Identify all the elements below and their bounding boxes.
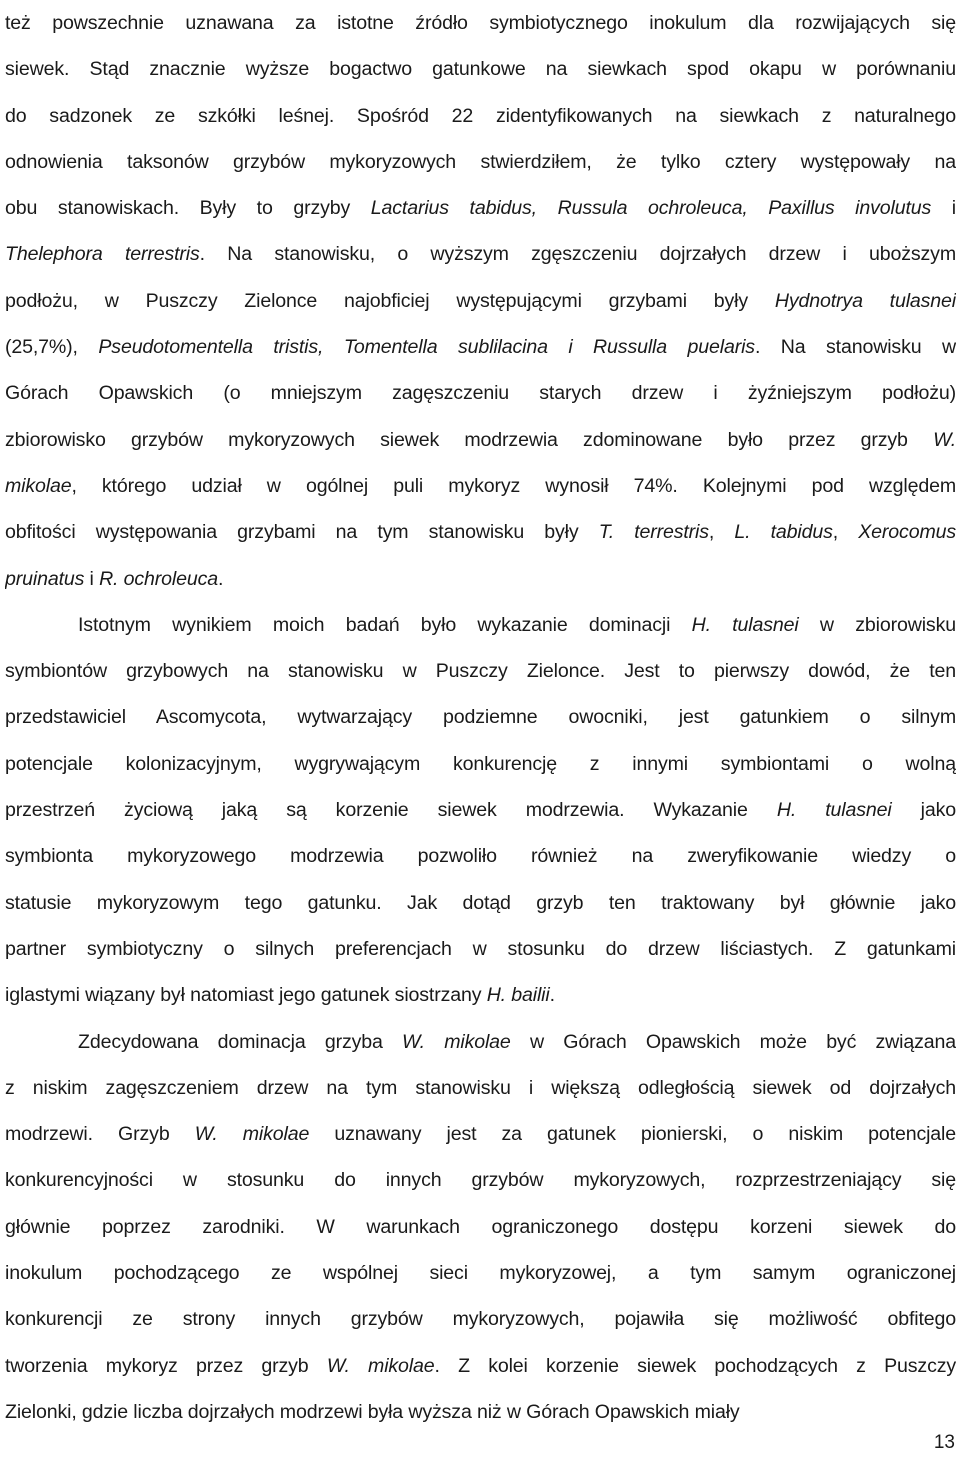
- italic-text: Lactarius tabidus, Russula ochroleuca, Paxillus involutus: [370, 197, 932, 220]
- text-line: [5, 1389, 956, 1435]
- text-line: [5, 1019, 956, 1065]
- text-line: [5, 417, 956, 463]
- text-run: . Na stanowisku, o wyższym zgęszczeniu dojrzałych drzew i uboższym: [199, 243, 956, 266]
- text-run: zbiorowisko grzybów mykoryzowych siewek modrzewia zdominowane było przez grzyb: [5, 428, 934, 451]
- text-run: Zdecydowana dominacja grzyba: [78, 1030, 403, 1053]
- text-run: symbiontów grzybowych na stanowisku w Puszczy Zielonce. Jest to pierwszy dowód, że ten: [5, 660, 956, 683]
- text-line: [5, 93, 956, 139]
- text-line: [5, 1157, 956, 1203]
- text-run: , którego udział w ogólnej puli mykoryz wynosił 74%. Kolejnymi pod względem: [71, 474, 956, 497]
- text-run: konkurencyjności w stosunku do innych grzybów mykoryzowych, rozprzestrzeniający się: [5, 1169, 956, 1192]
- text-run: do sadzonek ze szkółki leśnej. Spośród 22 zidentyfikowanych na siewkach z naturalnego: [5, 104, 956, 127]
- text-run: z niskim zagęszczeniem drzew na tym stanowisku i większą odległością siewek od dojrzałych: [5, 1076, 956, 1099]
- text-line: [5, 324, 956, 370]
- text-line: [5, 1204, 956, 1250]
- paragraph: [5, 1019, 956, 1436]
- text-run: symbionta mykoryzowego modrzewia pozwoliło również na zweryfikowanie wiedzy o: [5, 845, 956, 868]
- text-run: odnowienia taksonów grzybów mykoryzowych stwierdziłem, że tylko cztery występowały na: [5, 150, 956, 173]
- text-line: [5, 463, 956, 509]
- text-line: [5, 880, 956, 926]
- italic-text: R. ochroleuca: [99, 567, 219, 590]
- text-run: Górach Opawskich (o mniejszym zagęszczeniu starych drzew i żyźniejszym podłożu): [5, 382, 956, 405]
- text-line: [5, 694, 956, 740]
- text-run: obfitości występowania grzybami na tym stanowisku były: [5, 521, 599, 544]
- italic-text: pruinatus: [5, 567, 85, 590]
- text-run: Zielonki, gdzie liczba dojrzałych modrzewi była wyższa niż w Górach Opawskich miały: [5, 1400, 740, 1423]
- text-line: [5, 926, 956, 972]
- text-run: .: [549, 984, 555, 1007]
- text-line: [5, 370, 956, 416]
- text-run: inokulum pochodzącego ze wspólnej sieci mykoryzowej, a tym samym ograniczonej: [5, 1262, 956, 1285]
- text-run: . Na stanowisku w: [754, 336, 956, 359]
- text-line: [5, 278, 956, 324]
- italic-text: W.: [933, 428, 956, 451]
- text-line: [5, 0, 956, 46]
- text-line: [5, 602, 956, 648]
- text-run: tworzenia mykoryz przez grzyb: [5, 1354, 327, 1377]
- text-line: [5, 46, 956, 92]
- text-run: statusie mykoryzowym tego gatunku. Jak dotąd grzyb ten traktowany był głównie jako: [5, 891, 956, 914]
- text-line: [5, 185, 956, 231]
- text-run: modrzewi. Grzyb: [5, 1123, 195, 1146]
- text-line: [5, 972, 956, 1018]
- text-run: też powszechnie uznawana za istotne źródło symbiotycznego inokulum dla rozwijających się: [5, 12, 956, 34]
- text-line: [5, 1065, 956, 1111]
- italic-text: Pseudotomentella tristis, Tomentella sublilacina i Russulla puelaris: [98, 336, 755, 359]
- text-line: [5, 787, 956, 833]
- italic-text: Hydnotrya tulasnei: [774, 289, 956, 312]
- page-number: 13: [933, 1432, 955, 1453]
- text-run: potencjale kolonizacyjnym, wygrywającym konkurencję z innymi symbiontami o wolną: [5, 752, 956, 775]
- text-run: przedstawiciel Ascomycota, wytwarzający podziemne owocniki, jest gatunkiem o silnym: [5, 706, 956, 729]
- italic-text: L. tabidus: [734, 521, 833, 544]
- text-line: [5, 231, 956, 277]
- text-run: obu stanowiskach. Były to grzyby: [5, 197, 371, 220]
- italic-text: H. bailii: [486, 984, 550, 1007]
- text-line: [5, 1343, 956, 1389]
- italic-text: Xerocomus: [858, 521, 956, 544]
- text-run: jako: [891, 799, 956, 822]
- italic-text: H. tulasnei: [691, 613, 799, 636]
- text-line: [5, 833, 956, 879]
- italic-text: W. mikolae: [402, 1030, 511, 1053]
- text-run: i: [931, 197, 956, 220]
- italic-text: W. mikolae: [326, 1354, 435, 1377]
- italic-text: H. tulasnei: [776, 799, 892, 822]
- paragraph: [5, 602, 956, 1019]
- text-run: Istotnym wynikiem moich badań było wykazanie dominacji: [78, 613, 692, 636]
- italic-text: mikolae: [5, 474, 72, 497]
- text-run: konkurencji ze strony innych grzybów mykoryzowych, pojawiła się możliwość obfitego: [5, 1308, 956, 1331]
- text-line: [5, 556, 956, 602]
- text-run: partner symbiotyczny o silnych preferencjach w stosunku do drzew liściastych. Z gatunkami: [5, 937, 956, 960]
- text-run: siewek. Stąd znacznie wyższe bogactwo gatunkowe na siewkach spod okapu w porównaniu: [5, 58, 956, 81]
- text-line: [5, 741, 956, 787]
- italic-text: T. terrestris: [598, 521, 709, 544]
- paragraph: [5, 0, 956, 602]
- text-run: przestrzeń życiową jaką są korzenie siewek modrzewia. Wykazanie: [5, 799, 777, 822]
- italic-text: Thelephora terrestris: [5, 243, 200, 266]
- text-run: iglastymi wiązany był natomiast jego gatunek siostrzany: [5, 984, 487, 1007]
- text-line: [5, 509, 956, 555]
- text-run: ,: [832, 521, 859, 544]
- text-run: (25,7%),: [5, 336, 99, 359]
- text-run: podłożu, w Puszczy Zielonce najobficiej występującymi grzybami były: [5, 289, 775, 312]
- text-run: ,: [708, 521, 735, 544]
- text-line: [5, 648, 956, 694]
- text-line: [5, 1111, 956, 1157]
- text-run: głównie poprzez zarodniki. W warunkach ograniczonego dostępu korzeni siewek do: [5, 1215, 956, 1238]
- italic-text: W. mikolae: [194, 1123, 310, 1146]
- text-run: w Górach Opawskich może być związana: [510, 1030, 956, 1053]
- text-run: i: [84, 567, 100, 590]
- text-run: .: [218, 567, 224, 590]
- text-run: w zbiorowisku: [798, 613, 956, 636]
- body-text: [5, 0, 956, 1435]
- text-run: . Z kolei korzenie siewek pochodzących z Puszczy: [434, 1354, 956, 1377]
- text-line: [5, 139, 956, 185]
- text-line: [5, 1296, 956, 1342]
- text-line: [5, 1250, 956, 1296]
- text-run: uznawany jest za gatunek pionierski, o niskim potencjale: [309, 1123, 956, 1146]
